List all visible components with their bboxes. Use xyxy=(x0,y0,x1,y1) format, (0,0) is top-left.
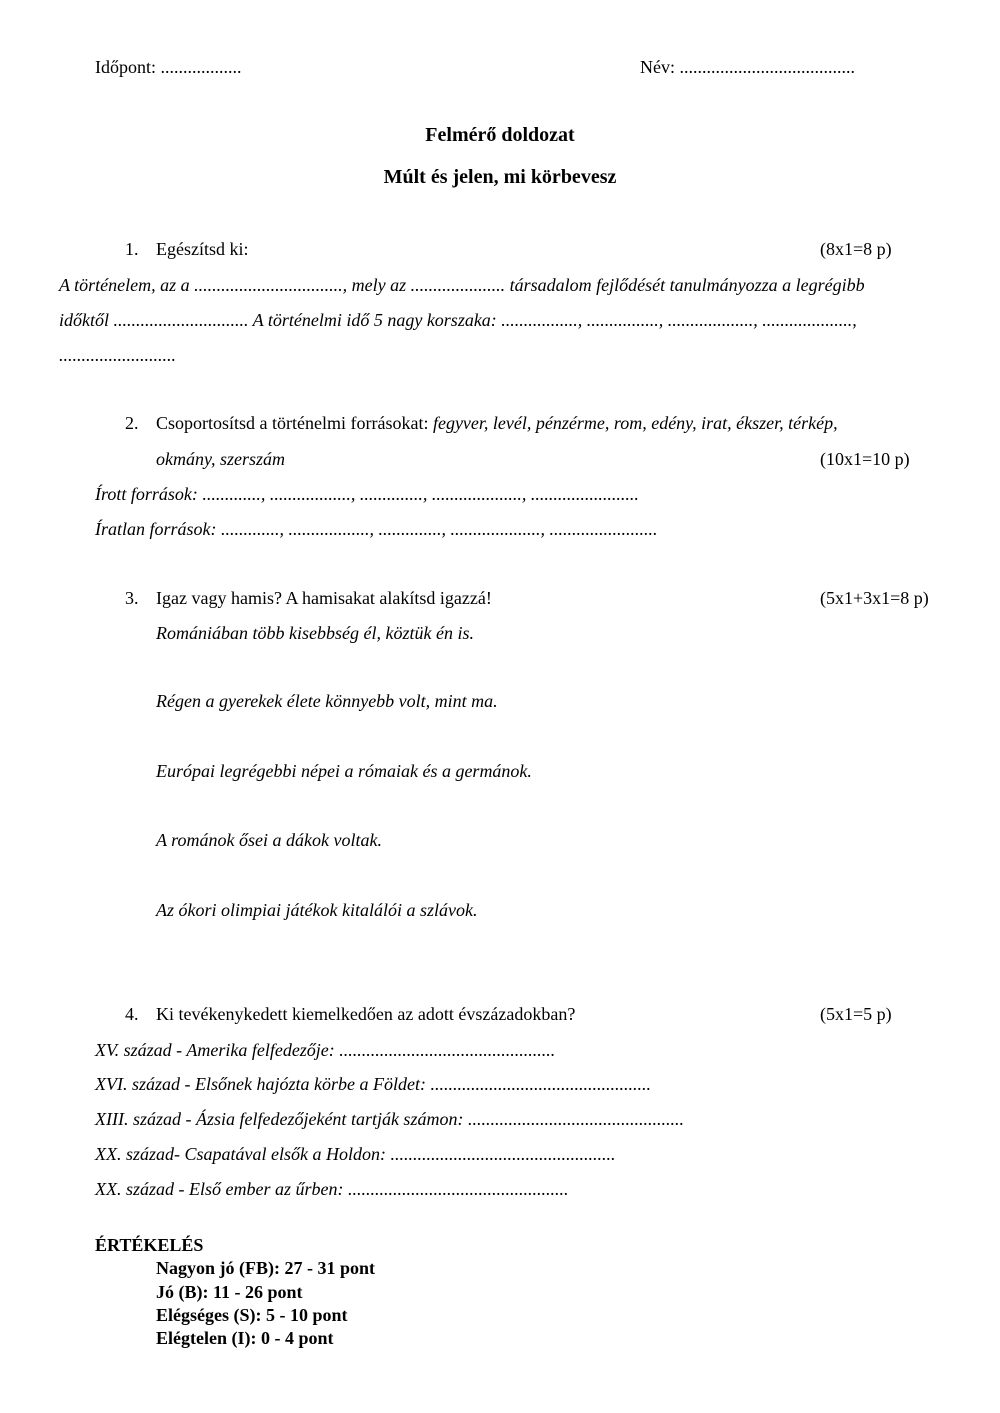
name-field-label: Név: ....................................... xyxy=(640,57,855,77)
grading-item: Jó (B): 11 - 26 pont xyxy=(156,1282,303,1302)
grading-item: Nagyon jó (FB): 27 - 31 pont xyxy=(156,1258,375,1278)
q4-line: XVI. század - Elsőnek hajózta körbe a Földet: ................................................. xyxy=(95,1074,651,1094)
q2-prompt: Csoportosítsd a történelmi forrásokat: xyxy=(156,413,429,433)
page-subtitle: Múlt és jelen, mi körbevesz xyxy=(383,166,617,188)
q2-items: fegyver, levél, pénzérme, rom, edény, irat, ékszer, térkép, xyxy=(432,413,838,433)
q3-statement: A románok ősei a dákok voltak. xyxy=(156,830,382,850)
q1-text-line: A történelem, az a ................................., mely az ..................... társadalom fejlődését tanulmányozza a legrégibb xyxy=(59,275,865,295)
q3-statement: Romániában több kisebbség él, köztük én is. xyxy=(156,623,474,643)
q3-points: (5x1+3x1=8 p) xyxy=(820,588,929,608)
q1-number: 1. xyxy=(125,239,139,259)
q3-statement: Az ókori olimpiai játékok kitalálói a szlávok. xyxy=(156,900,478,920)
q4-points: (5x1=5 p) xyxy=(820,1004,892,1024)
q3-number: 3. xyxy=(125,588,139,608)
q4-line: XIII. század - Ázsia felfedezőjeként tartják számon: ................................................ xyxy=(95,1109,684,1129)
q4-number: 4. xyxy=(125,1004,139,1024)
q2-number: 2. xyxy=(125,413,139,433)
q2-unwritten-sources: Íratlan források: ............., .................., .............., ...................., ........................ xyxy=(95,519,658,539)
date-field-label: Időpont: .................. xyxy=(95,57,242,77)
grading-item: Elégséges (S): 5 - 10 pont xyxy=(156,1305,348,1325)
q1-text-line: időktől .............................. A történelmi idő 5 nagy korszaka: ................., ................, ..................., ...................., xyxy=(59,310,857,330)
q2-items-continued: okmány, szerszám xyxy=(156,449,285,469)
q4-prompt: Ki tevékenykedett kiemelkedően az adott évszázadokban? xyxy=(156,1004,576,1024)
q1-points: (8x1=8 p) xyxy=(820,239,892,259)
q4-line: XX. század- Csapatával elsők a Holdon: .................................................. xyxy=(95,1144,616,1164)
q3-statement: Régen a gyerekek élete könnyebb volt, mint ma. xyxy=(156,691,498,711)
q4-line: XX. század - Első ember az űrben: ................................................. xyxy=(95,1179,569,1199)
q1-prompt: Egészítsd ki: xyxy=(156,239,249,259)
q2-written-sources: Írott források: ............., .................., .............., ...................., ........................ xyxy=(95,484,639,504)
q1-text-line: .......................... xyxy=(59,345,176,365)
grading-item: Elégtelen (I): 0 - 4 pont xyxy=(156,1328,334,1348)
page-title: Felmérő doldozat xyxy=(425,124,575,146)
q3-statement: Európai legrégebbi népei a rómaiak és a germánok. xyxy=(156,761,532,781)
q4-line: XV. század - Amerika felfedezője: ................................................ xyxy=(95,1040,556,1060)
q2-prompt-line xyxy=(156,414,838,432)
q3-prompt: Igaz vagy hamis? A hamisakat alakítsd igazzá! xyxy=(156,588,492,608)
grading-heading: ÉRTÉKELÉS xyxy=(95,1235,204,1255)
q2-points: (10x1=10 p) xyxy=(820,449,910,469)
